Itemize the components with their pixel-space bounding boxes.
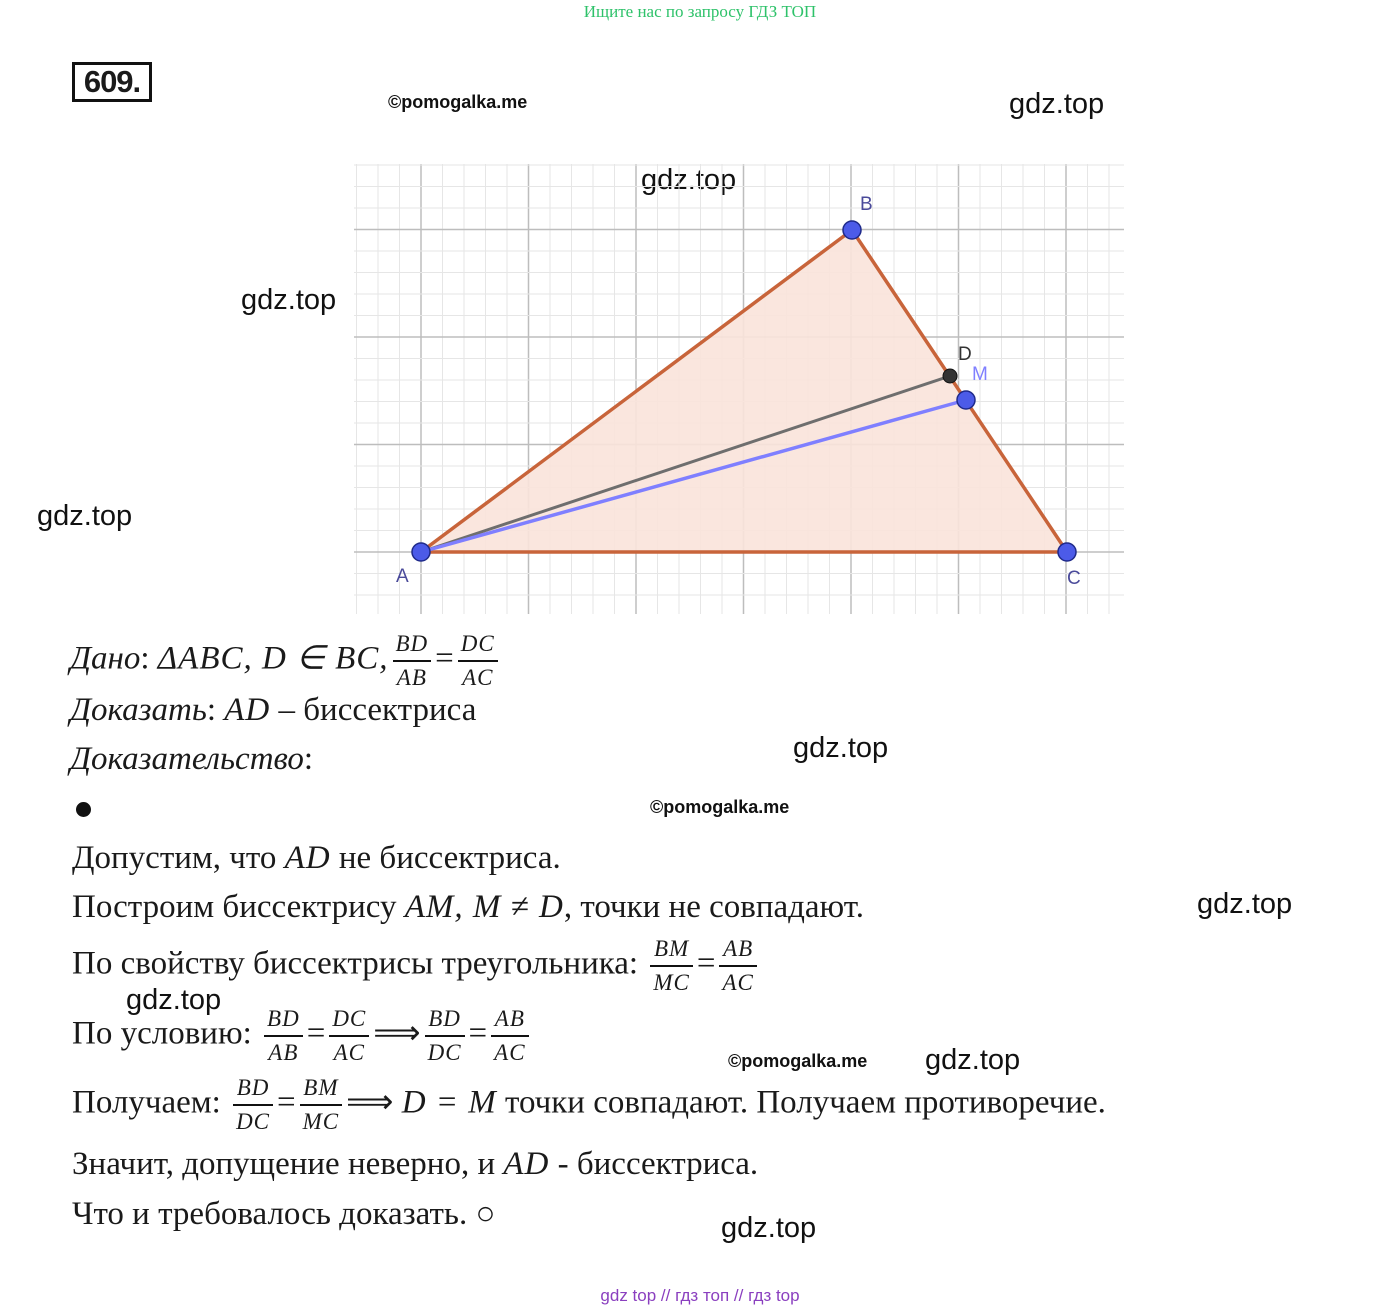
given-line: Дано: ΔABC, D ∈ BC, $\frac{BD}{AB}$ = $\frac{DC}{AC}$ (70, 628, 502, 694)
footer-links[interactable]: gdz top // гдз топ // гдз top (600, 1286, 800, 1305)
given-label: Дано (70, 640, 141, 677)
search-banner[interactable]: Ищите нас по запросу ГДЗ ТОП (583, 2, 817, 21)
gdz-watermark: gdz.top (1009, 88, 1105, 120)
fraction: $\frac{BD}{DC}$ (425, 1003, 465, 1069)
problem-number: 609. (72, 62, 152, 102)
proof-line-5: Получаем: $\frac{BD}{DC}$ = $\frac{BM}{MC}$ ⟹ D = M точки совпадают. Получаем противоречие. (72, 1072, 1106, 1138)
proof-line-4: По условию: $\frac{BD}{AB}$ = $\frac{DC}{AC}$ ⟹ $\frac{BD}{DC}$ = $\frac{AB}{AC}$ (72, 1003, 533, 1069)
proof-label: Доказательство: (70, 741, 314, 777)
gdz-watermark: gdz.top (793, 732, 889, 764)
gdz-watermark: gdz.top (241, 284, 337, 316)
proof-line-2: Построим биссектрису AM, M ≠ D, точки не совпадают. (72, 889, 864, 925)
fraction: $\frac{AB}{AC}$ (719, 933, 756, 999)
proof-line-1: Допустим, что AD не биссектриса. (72, 840, 561, 876)
fraction: $\frac{BD}{AB}$ (393, 628, 432, 694)
gdz-watermark: gdz.top (721, 1212, 817, 1244)
point-b (843, 221, 861, 239)
fraction: $\frac{DC}{AC}$ (329, 1003, 369, 1069)
gdz-watermark: gdz.top (1197, 888, 1293, 920)
fraction: $\frac{BD}{DC}$ (233, 1072, 273, 1138)
gdz-watermark: gdz.top (37, 500, 133, 532)
bullet (76, 802, 91, 817)
fraction: $\frac{BM}{MC}$ (300, 1072, 343, 1138)
triangle-figure (0, 0, 1400, 640)
fraction: $\frac{DC}{AC}$ (458, 628, 498, 694)
copyright-watermark: ©pomogalka.me (728, 1051, 868, 1071)
proof-line-3: По свойству биссектрисы треугольника: $\frac{BM}{MC}$ = $\frac{AB}{AC}$ (72, 933, 761, 999)
gdz-watermark: gdz.top (126, 984, 222, 1016)
fraction: $\frac{BD}{AB}$ (264, 1003, 303, 1069)
gdz-watermark: gdz.top (641, 164, 737, 196)
copyright-watermark: ©pomogalka.me (388, 92, 528, 112)
point-m (957, 391, 975, 409)
proof-line-7: Что и требовалось доказать. ○ (72, 1196, 496, 1232)
label-c: C (1067, 568, 1081, 589)
point-d (943, 369, 957, 383)
label-d: D (958, 344, 972, 365)
given-math: ΔABC, D ∈ BC, (157, 640, 389, 677)
label-m: M (972, 364, 988, 385)
proof-line-6: Значит, допущение неверно, и AD - биссектриса. (72, 1146, 759, 1182)
point-a (412, 543, 430, 561)
fraction: $\frac{AB}{AC}$ (491, 1003, 528, 1069)
point-c (1058, 543, 1076, 561)
fraction: $\frac{BM}{MC}$ (650, 933, 693, 999)
label-b: B (860, 194, 873, 215)
prove-label: Доказать (70, 692, 207, 728)
prove-line: Доказать: AD – биссектриса (70, 692, 477, 728)
label-a: A (396, 566, 409, 587)
copyright-watermark: ©pomogalka.me (650, 797, 790, 817)
gdz-watermark: gdz.top (925, 1044, 1021, 1076)
